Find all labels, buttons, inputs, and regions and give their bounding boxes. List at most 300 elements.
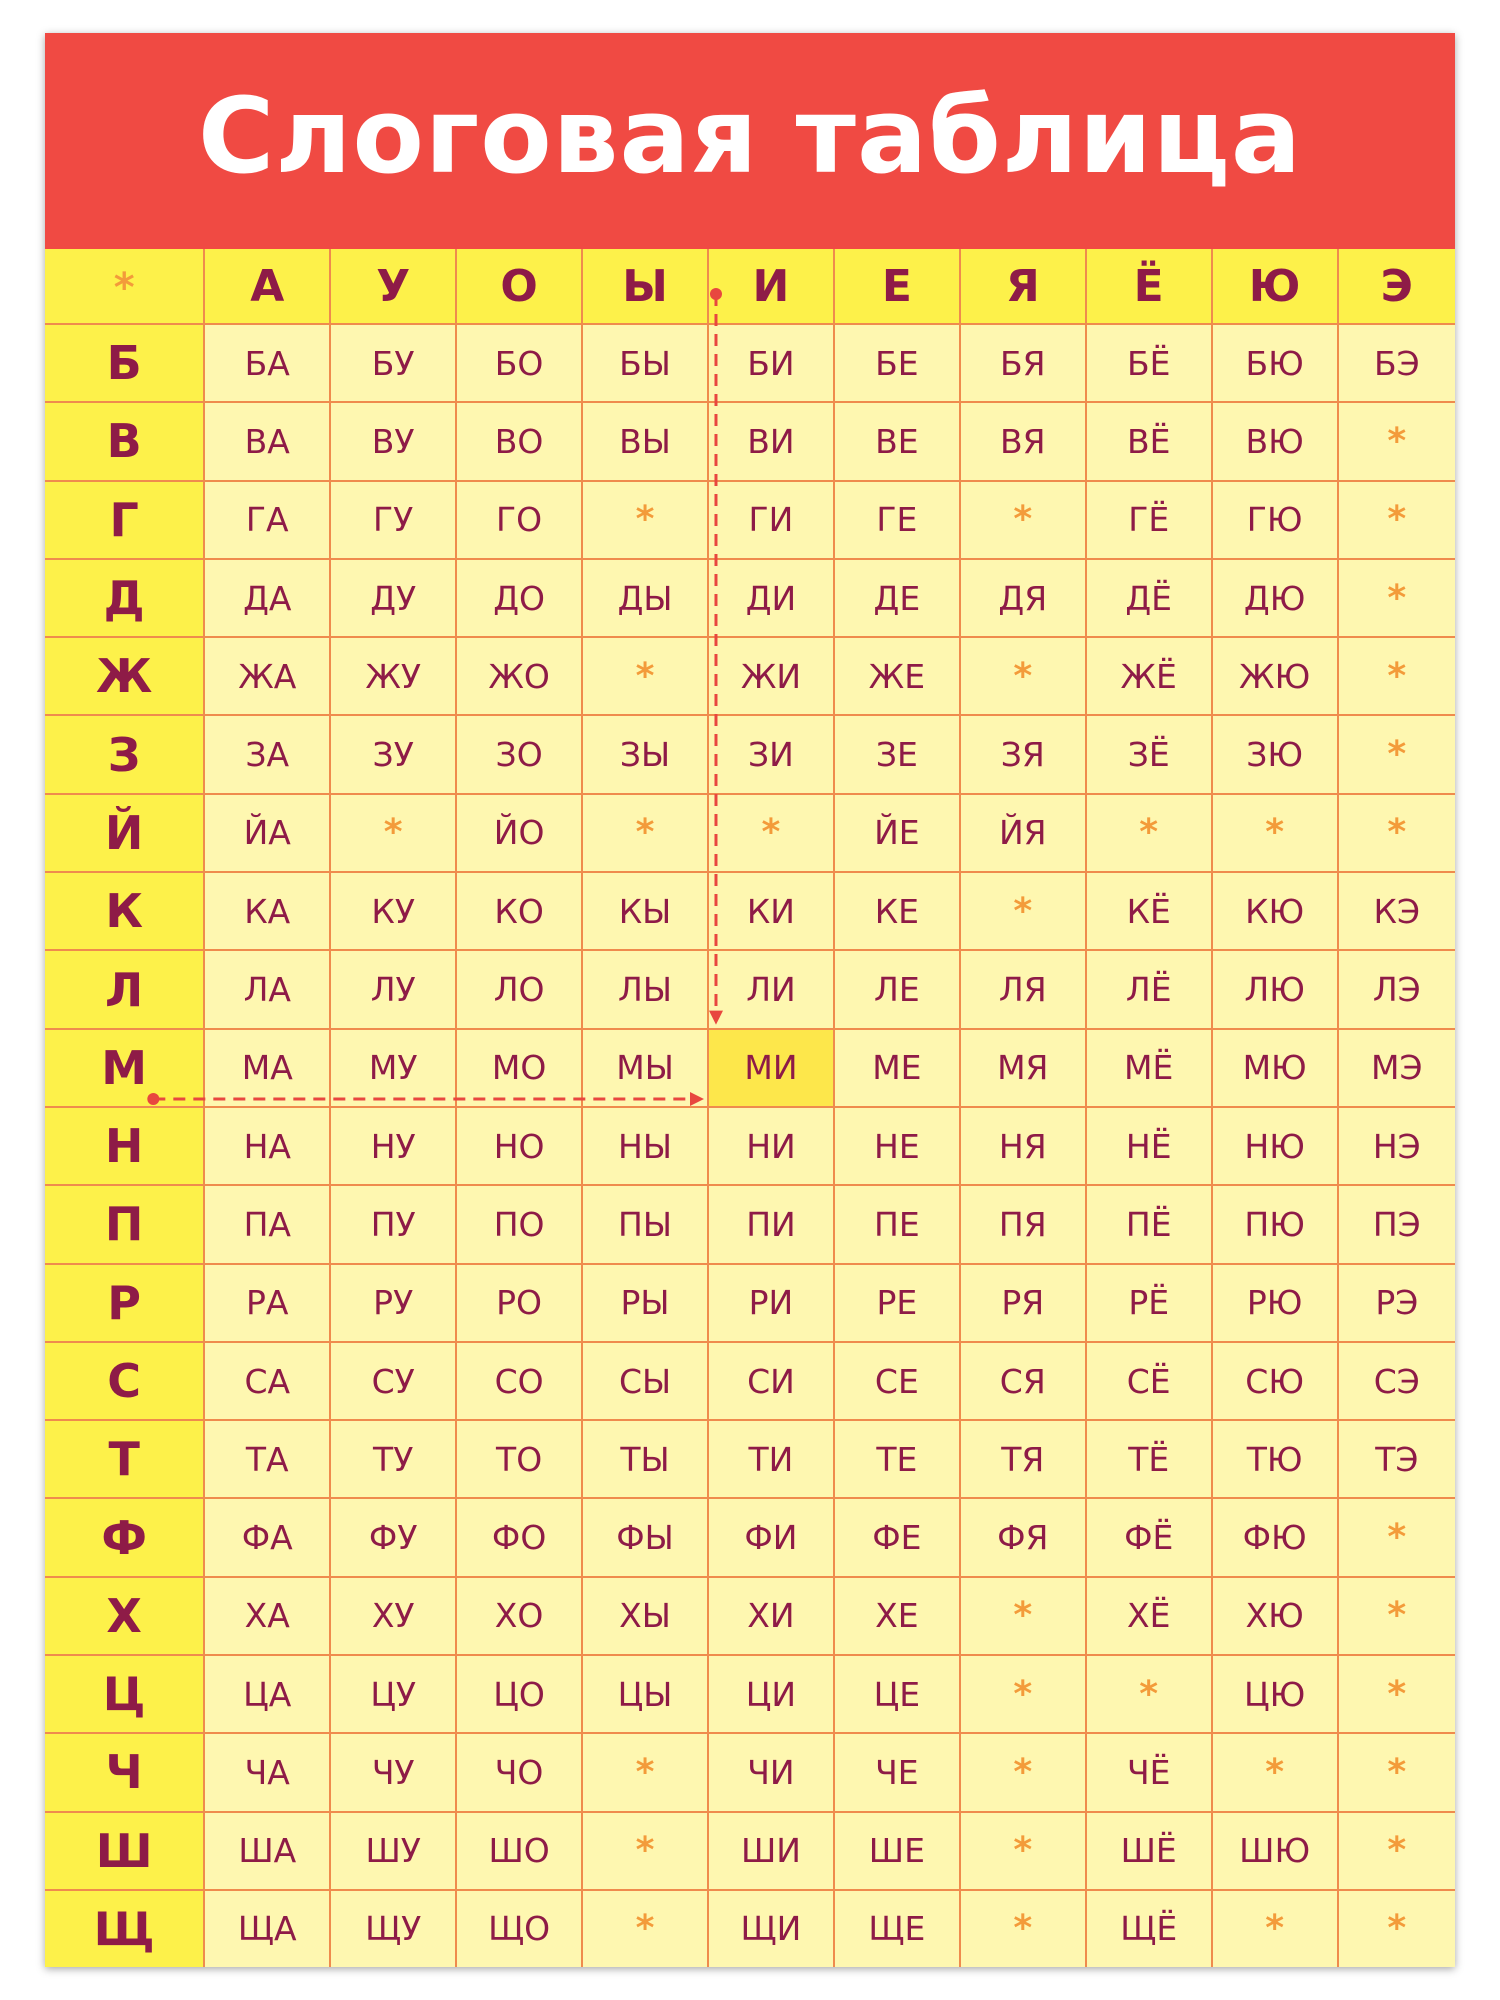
consonant-header: Н (45, 1107, 204, 1185)
syllable-text: РЁ (1128, 1283, 1170, 1323)
syllable-cell (708, 715, 834, 793)
syllable-text: БУ (371, 343, 415, 383)
syllable-text: РЭ (1375, 1283, 1419, 1323)
syllable-text: КЫ (618, 891, 672, 931)
syllable-text: СА (244, 1361, 291, 1401)
syllable-text: ЙО (493, 813, 545, 853)
asterisk-icon: * (635, 812, 655, 854)
syllable-text: ЩА (237, 1909, 297, 1949)
syllable-cell (834, 1185, 960, 1263)
syllable-cell (456, 1420, 582, 1498)
syllable-text: РИ (748, 1283, 794, 1323)
syllable-cell (708, 324, 834, 402)
syllable-cell (960, 715, 1086, 793)
syllable-text: РЕ (876, 1283, 918, 1323)
syllable-cell (1086, 1107, 1212, 1185)
syllable-cell (456, 559, 582, 637)
syllable-text: ЧИ (747, 1752, 795, 1792)
consonant-header: Ж (45, 637, 204, 715)
syllable-cell (834, 1342, 960, 1420)
syllable-text: МЕ (872, 1048, 922, 1088)
syllable-cell (1212, 1577, 1338, 1655)
syllable-text: ФЁ (1124, 1518, 1174, 1558)
syllable-cell (204, 1264, 330, 1342)
syllable-cell (204, 637, 330, 715)
syllable-text: ВО (494, 421, 544, 461)
asterisk-icon: * (635, 499, 655, 541)
syllable-text: СЕ (874, 1361, 919, 1401)
syllable-text: ДО (493, 578, 545, 618)
syllable-text: ГЕ (876, 500, 918, 540)
consonant-header: Т (45, 1420, 204, 1498)
syllable-cell (708, 402, 834, 480)
syllable-text: ЩЁ (1120, 1909, 1178, 1949)
syllable-cell (1212, 794, 1338, 872)
syllable-cell (1086, 559, 1212, 637)
syllable-cell (1338, 872, 1455, 950)
syllable-cell (960, 1498, 1086, 1576)
syllable-text: НЕ (874, 1126, 920, 1166)
syllable-text: БО (494, 343, 544, 383)
syllable-cell (1338, 1890, 1455, 1967)
syllable-cell (708, 637, 834, 715)
syllable-cell (204, 402, 330, 480)
syllable-text: КЕ (874, 891, 919, 931)
table-row (45, 1498, 1455, 1576)
syllable-cell (1086, 481, 1212, 559)
table-row (45, 1655, 1455, 1733)
syllable-cell (960, 1107, 1086, 1185)
syllable-text: ГЮ (1246, 500, 1303, 540)
syllable-cell (1338, 715, 1455, 793)
consonant-header: П (45, 1185, 204, 1263)
syllable-cell (1338, 1420, 1455, 1498)
asterisk-icon: * (1387, 577, 1407, 619)
syllable-cell (582, 1498, 708, 1576)
syllable-text: ША (238, 1831, 297, 1871)
syllable-text: ЖУ (365, 656, 421, 696)
syllable-cell (834, 1890, 960, 1967)
consonant-header: В (45, 402, 204, 480)
syllable-cell (834, 559, 960, 637)
syllable-cell (456, 1655, 582, 1733)
table-row (45, 1342, 1455, 1420)
syllable-cell (330, 1577, 456, 1655)
table-row (45, 1264, 1455, 1342)
syllable-text: ПО (493, 1204, 545, 1244)
vowel-header: У (330, 249, 456, 324)
syllable-text: РА (246, 1283, 289, 1323)
table-row (45, 872, 1455, 950)
syllable-cell (960, 1185, 1086, 1263)
syllable-cell (834, 1812, 960, 1890)
syllable-cell (708, 1812, 834, 1890)
syllable-cell (204, 950, 330, 1028)
syllable-text: МЁ (1124, 1048, 1174, 1088)
syllable-cell (708, 559, 834, 637)
syllable-cell (1212, 1342, 1338, 1420)
syllable-text: ЛЭ (1372, 970, 1421, 1010)
syllable-text: ХЫ (619, 1596, 671, 1636)
syllable-cell (1086, 715, 1212, 793)
syllable-cell (204, 1107, 330, 1185)
syllable-cell (204, 794, 330, 872)
syllable-text: СИ (747, 1361, 795, 1401)
syllable-text: СЮ (1245, 1361, 1304, 1401)
syllable-cell (1212, 559, 1338, 637)
syllable-text: ДЕ (873, 578, 921, 618)
syllable-text: ТУ (373, 1439, 414, 1479)
syllable-text: ТО (496, 1439, 543, 1479)
syllable-text: БИ (747, 343, 795, 383)
vowel-header: Е (834, 249, 960, 324)
syllable-text: ЗЫ (619, 735, 671, 775)
syllable-text: ЩУ (365, 1909, 422, 1949)
syllable-text: МИ (744, 1048, 798, 1088)
vowel-header: Я (960, 249, 1086, 324)
syllable-cell (1212, 1498, 1338, 1576)
syllable-text: ВУ (371, 421, 415, 461)
consonant-header: Р (45, 1264, 204, 1342)
vowel-header: И (708, 249, 834, 324)
asterisk-icon: * (635, 1830, 655, 1872)
syllable-cell (1212, 1733, 1338, 1811)
syllable-cell (1338, 1107, 1455, 1185)
syllable-cell (960, 559, 1086, 637)
syllable-text: ПЭ (1372, 1204, 1421, 1244)
syllable-text: ЛЁ (1125, 970, 1172, 1010)
syllable-text: МЫ (616, 1048, 674, 1088)
syllable-text: ГА (245, 500, 289, 540)
syllable-text: МУ (368, 1048, 418, 1088)
syllable-cell (330, 872, 456, 950)
syllable-cell (1338, 559, 1455, 637)
syllable-cell (582, 1577, 708, 1655)
syllable-text: КУ (371, 891, 415, 931)
syllable-text: КЁ (1126, 891, 1171, 931)
asterisk-icon: * (1013, 1908, 1033, 1950)
asterisk-icon: * (1265, 1908, 1285, 1950)
syllable-cell (1086, 1342, 1212, 1420)
syllable-cell (1086, 1890, 1212, 1967)
table-row (45, 1029, 1455, 1107)
syllable-cell (456, 1185, 582, 1263)
syllable-cell (1338, 1577, 1455, 1655)
syllable-text: ЧА (244, 1752, 290, 1792)
syllable-cell (1338, 1733, 1455, 1811)
syllable-text: НЭ (1372, 1126, 1421, 1166)
syllable-text: ШУ (365, 1831, 421, 1871)
syllable-cell (1086, 1733, 1212, 1811)
syllable-cell (456, 715, 582, 793)
syllable-cell (834, 1733, 960, 1811)
syllable-text: БЯ (1000, 343, 1046, 383)
syllable-text: ВЫ (619, 421, 671, 461)
asterisk-icon: * (1387, 734, 1407, 776)
syllable-text: ТЮ (1246, 1439, 1303, 1479)
syllable-cell (204, 1185, 330, 1263)
syllable-text: ПЁ (1125, 1204, 1172, 1244)
syllable-text: ДЯ (998, 578, 1048, 618)
syllable-cell (708, 481, 834, 559)
syllable-cell (834, 1107, 960, 1185)
syllable-cell (1338, 1812, 1455, 1890)
syllable-cell (330, 481, 456, 559)
syllable-text: БЫ (619, 343, 671, 383)
consonant-header: Ц (45, 1655, 204, 1733)
syllable-cell (582, 402, 708, 480)
syllable-cell (1086, 950, 1212, 1028)
syllable-text: ЗА (245, 735, 290, 775)
syllable-text: ШЮ (1239, 1831, 1311, 1871)
asterisk-icon: * (1139, 812, 1159, 854)
syllable-cell (1338, 1264, 1455, 1342)
syllable-cell (960, 872, 1086, 950)
syllable-cell (330, 1733, 456, 1811)
syllable-cell (582, 1185, 708, 1263)
syllable-cell (330, 559, 456, 637)
asterisk-icon: * (1139, 1673, 1159, 1715)
syllable-table-poster (45, 33, 1455, 1967)
syllable-cell (960, 1655, 1086, 1733)
syllable-text: ВЮ (1245, 421, 1304, 461)
syllable-text: ТА (245, 1439, 289, 1479)
asterisk-icon: * (113, 264, 135, 311)
syllable-cell (960, 1342, 1086, 1420)
syllable-cell (1338, 324, 1455, 402)
syllable-cell (204, 1733, 330, 1811)
syllable-cell (960, 1577, 1086, 1655)
syllable-cell (456, 872, 582, 950)
syllable-cell (582, 559, 708, 637)
asterisk-icon: * (1387, 812, 1407, 854)
syllable-text: ТЯ (1001, 1439, 1045, 1479)
syllable-cell (1212, 481, 1338, 559)
asterisk-icon: * (1387, 1908, 1407, 1950)
syllable-cell (204, 1342, 330, 1420)
syllable-text: МА (241, 1048, 293, 1088)
consonant-header: Г (45, 481, 204, 559)
syllable-cell (834, 872, 960, 950)
syllable-text: ДУ (370, 578, 417, 618)
syllable-text: ЖЮ (1239, 656, 1311, 696)
consonant-header: С (45, 1342, 204, 1420)
syllable-cell (834, 1655, 960, 1733)
syllable-text: ХИ (747, 1596, 795, 1636)
syllable-text: ЦЫ (617, 1674, 673, 1714)
syllable-text: ЗИ (748, 735, 794, 775)
syllable-cell (1086, 402, 1212, 480)
syllable-text: ДЫ (617, 578, 673, 618)
syllable-text: ПЕ (874, 1204, 920, 1244)
syllable-cell (456, 1890, 582, 1967)
syllable-text: ЛЮ (1244, 970, 1305, 1010)
syllable-text: ХА (244, 1596, 290, 1636)
consonant-header: Д (45, 559, 204, 637)
syllable-cell (582, 715, 708, 793)
syllable-cell (1212, 872, 1338, 950)
syllable-cell (1212, 1812, 1338, 1890)
asterisk-icon: * (1387, 1830, 1407, 1872)
syllable-text: ФА (241, 1518, 293, 1558)
table-row (45, 1107, 1455, 1185)
syllable-cell (708, 794, 834, 872)
syllable-cell (1212, 1029, 1338, 1107)
syllable-cell (456, 1107, 582, 1185)
syllable-text: ФЫ (616, 1518, 674, 1558)
consonant-header: Щ (45, 1890, 204, 1967)
syllable-cell (582, 1733, 708, 1811)
syllable-cell (834, 402, 960, 480)
syllable-text: ФО (491, 1518, 547, 1558)
consonant-header: Л (45, 950, 204, 1028)
syllable-cell (582, 1107, 708, 1185)
syllable-text: ШЕ (868, 1831, 925, 1871)
syllable-text: СЁ (1126, 1361, 1171, 1401)
syllable-cell (456, 637, 582, 715)
syllable-text: НЮ (1244, 1126, 1305, 1166)
syllable-cell (456, 794, 582, 872)
syllable-cell (204, 1577, 330, 1655)
syllable-cell (708, 872, 834, 950)
syllable-cell (582, 1029, 708, 1107)
syllable-text: МО (491, 1048, 547, 1088)
syllable-text: ФЕ (872, 1518, 922, 1558)
syllable-text: ПЫ (618, 1204, 672, 1244)
asterisk-icon: * (1387, 655, 1407, 697)
syllable-text: ГЁ (1128, 500, 1170, 540)
syllable-text: ФЯ (997, 1518, 1049, 1558)
asterisk-icon: * (1013, 655, 1033, 697)
syllable-cell (204, 324, 330, 402)
syllable-cell (708, 1498, 834, 1576)
syllable-cell (960, 1029, 1086, 1107)
table-row (45, 402, 1455, 480)
asterisk-icon: * (761, 812, 781, 854)
syllable-cell (960, 402, 1086, 480)
syllable-text: ХУ (371, 1596, 415, 1636)
syllable-text: ПЯ (998, 1204, 1047, 1244)
syllable-cell (1338, 794, 1455, 872)
syllable-text: ЧЁ (1126, 1752, 1171, 1792)
vowel-header: О (456, 249, 582, 324)
syllable-table (45, 249, 1455, 1967)
syllable-text: КИ (746, 891, 795, 931)
syllable-cell (960, 1264, 1086, 1342)
asterisk-icon: * (635, 1751, 655, 1793)
syllable-cell (204, 715, 330, 793)
syllable-cell (1086, 1185, 1212, 1263)
syllable-text: ШЁ (1120, 1831, 1177, 1871)
syllable-cell (330, 1890, 456, 1967)
syllable-cell (456, 324, 582, 402)
syllable-cell (330, 950, 456, 1028)
syllable-text: ПИ (746, 1204, 796, 1244)
syllable-text: МЮ (1242, 1048, 1307, 1088)
vowel-header: Ю (1212, 249, 1338, 324)
syllable-cell (204, 1812, 330, 1890)
syllable-cell (1086, 794, 1212, 872)
syllable-text: ХО (494, 1596, 544, 1636)
table-row (45, 1812, 1455, 1890)
asterisk-icon: * (635, 655, 655, 697)
table-row (45, 950, 1455, 1028)
asterisk-icon: * (1387, 1673, 1407, 1715)
syllable-cell (708, 1420, 834, 1498)
syllable-text: БЕ (875, 343, 919, 383)
syllable-text: РО (496, 1283, 543, 1323)
syllable-cell (330, 715, 456, 793)
consonant-header: Ш (45, 1812, 204, 1890)
syllable-text: ТЫ (620, 1439, 670, 1479)
syllable-cell (204, 559, 330, 637)
syllable-cell (204, 1420, 330, 1498)
asterisk-icon: * (1387, 499, 1407, 541)
syllable-text: НЫ (618, 1126, 672, 1166)
syllable-text: КО (494, 891, 544, 931)
syllable-cell (330, 1029, 456, 1107)
syllable-cell (582, 1812, 708, 1890)
syllable-text: БА (244, 343, 290, 383)
consonant-header: Х (45, 1577, 204, 1655)
vowel-header: Ы (582, 249, 708, 324)
syllable-text: БЁ (1126, 343, 1171, 383)
syllable-cell (708, 1890, 834, 1967)
syllable-cell (582, 950, 708, 1028)
syllable-cell (330, 402, 456, 480)
syllable-grid (45, 249, 1455, 1967)
syllable-text: ВА (244, 421, 290, 461)
syllable-text: ШО (488, 1831, 550, 1871)
syllable-cell (330, 1812, 456, 1890)
asterisk-icon: * (1013, 1830, 1033, 1872)
syllable-text: ВЯ (1000, 421, 1046, 461)
syllable-text: ЧО (494, 1752, 544, 1792)
syllable-cell (330, 1185, 456, 1263)
asterisk-icon: * (1265, 812, 1285, 854)
syllable-text: ЛУ (370, 970, 416, 1010)
syllable-cell (330, 1420, 456, 1498)
syllable-cell (1338, 637, 1455, 715)
syllable-cell (582, 1342, 708, 1420)
syllable-cell (1086, 1655, 1212, 1733)
syllable-cell (1212, 637, 1338, 715)
syllable-text: СУ (371, 1361, 415, 1401)
syllable-cell (1212, 715, 1338, 793)
syllable-cell (1338, 481, 1455, 559)
table-row (45, 559, 1455, 637)
syllable-text: ЦИ (745, 1674, 797, 1714)
table-row (45, 1577, 1455, 1655)
syllable-text: КЮ (1245, 891, 1305, 931)
consonant-header: Б (45, 324, 204, 402)
syllable-cell (330, 324, 456, 402)
syllable-text: РЫ (620, 1283, 670, 1323)
syllable-cell (456, 1342, 582, 1420)
syllable-text: ТЭ (1375, 1439, 1419, 1479)
syllable-text: БЭ (1373, 343, 1420, 383)
syllable-cell (708, 1655, 834, 1733)
asterisk-icon: * (1013, 890, 1033, 932)
syllable-cell (834, 950, 960, 1028)
syllable-cell (456, 950, 582, 1028)
consonant-header: Ф (45, 1498, 204, 1576)
syllable-text: НА (243, 1126, 291, 1166)
syllable-cell (834, 637, 960, 715)
syllable-cell (960, 794, 1086, 872)
syllable-text: РУ (373, 1283, 414, 1323)
syllable-text: СЫ (618, 1361, 672, 1401)
